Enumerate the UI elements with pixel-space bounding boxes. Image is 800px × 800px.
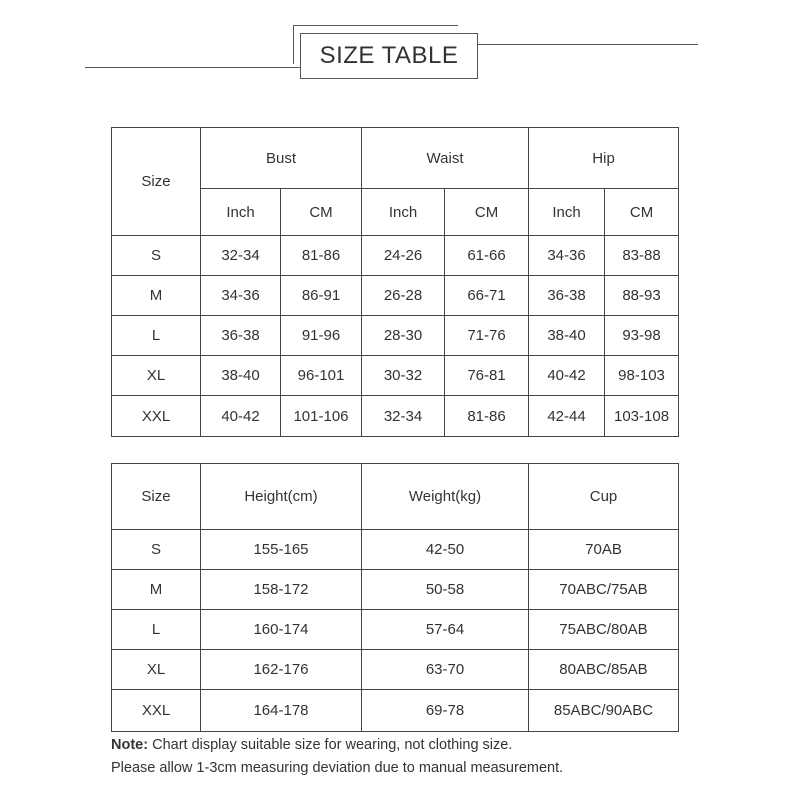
size-cell: S [112,530,201,570]
size-cell: L [112,316,201,356]
table-cell: 83-88 [605,236,679,276]
note-label: Note: [111,737,149,753]
size-cell: L [112,610,201,650]
table-cell: 88-93 [605,276,679,316]
table-cell: 40-42 [201,396,281,437]
table-cell: 66-71 [445,276,529,316]
note-text: Chart display suitable size for wearing, not clothing size. [148,737,513,753]
table-row [112,316,679,356]
table-row [112,530,679,570]
table-cell: 34-36 [529,236,605,276]
table-cell: 98-103 [605,356,679,396]
table-cell: 80ABC/85AB [529,650,679,690]
table-cell: 86-91 [281,276,362,316]
table-cell: 81-86 [445,396,529,437]
cup-header: Cup [529,464,679,530]
note-line-1 [111,737,512,753]
table-cell: 71-76 [445,316,529,356]
table-row [112,236,679,276]
table-row [112,570,679,610]
table-cell: 28-30 [362,316,445,356]
table-cell: 50-58 [362,570,529,610]
table-cell: 164-178 [201,690,362,732]
unit-header: CM [605,189,679,236]
size-cell: M [112,570,201,610]
table-cell: 81-86 [281,236,362,276]
table-cell: 160-174 [201,610,362,650]
table-row [112,650,679,690]
table-cell: 69-78 [362,690,529,732]
table-cell: 70ABC/75AB [529,570,679,610]
size-header: Size [112,464,201,530]
table-cell: 40-42 [529,356,605,396]
table-cell: 63-70 [362,650,529,690]
height-header: Height(cm) [201,464,362,530]
table-cell: 24-26 [362,236,445,276]
table-cell: 158-172 [201,570,362,610]
table-cell: 96-101 [281,356,362,396]
size-cell: XL [112,650,201,690]
note-line-2: Please allow 1-3cm measuring deviation due to manual measurement. [111,760,564,776]
unit-header: Inch [362,189,445,236]
table-cell: 101-106 [281,396,362,437]
table-row [112,356,679,396]
table-cell: 162-176 [201,650,362,690]
table-cell: 61-66 [445,236,529,276]
size-header: Size [112,128,201,236]
size-cell: M [112,276,201,316]
body-size-table [111,463,679,732]
size-cell: S [112,236,201,276]
bust-header: Bust [201,128,362,189]
table-cell: 32-34 [362,396,445,437]
table-cell: 42-44 [529,396,605,437]
table-cell: 155-165 [201,530,362,570]
table-cell: 85ABC/90ABC [529,690,679,732]
title-rule-left [85,67,300,68]
measurement-table [111,127,679,437]
size-cell: XXL [112,690,201,732]
table-cell: 36-38 [529,276,605,316]
table-row [112,396,679,437]
table-cell: 38-40 [201,356,281,396]
table-cell: 34-36 [201,276,281,316]
title-rule-right [478,44,698,45]
waist-header: Waist [362,128,529,189]
unit-header: Inch [201,189,281,236]
title-banner [0,0,800,100]
table-row [112,276,679,316]
table-cell: 70AB [529,530,679,570]
table-cell: 103-108 [605,396,679,437]
table-cell: 26-28 [362,276,445,316]
table-cell: 42-50 [362,530,529,570]
table-row [112,610,679,650]
unit-header: CM [445,189,529,236]
table-cell: 91-96 [281,316,362,356]
size-cell: XL [112,356,201,396]
table-row [112,690,679,732]
table-cell: 36-38 [201,316,281,356]
page-title: SIZE TABLE [319,42,459,69]
table-cell: 38-40 [529,316,605,356]
table-cell: 76-81 [445,356,529,396]
table-cell: 93-98 [605,316,679,356]
unit-header: Inch [529,189,605,236]
weight-header: Weight(kg) [362,464,529,530]
table-cell: 75ABC/80AB [529,610,679,650]
table-cell: 57-64 [362,610,529,650]
hip-header: Hip [529,128,679,189]
table-cell: 30-32 [362,356,445,396]
table-cell: 32-34 [201,236,281,276]
size-cell: XXL [112,396,201,437]
unit-header: CM [281,189,362,236]
